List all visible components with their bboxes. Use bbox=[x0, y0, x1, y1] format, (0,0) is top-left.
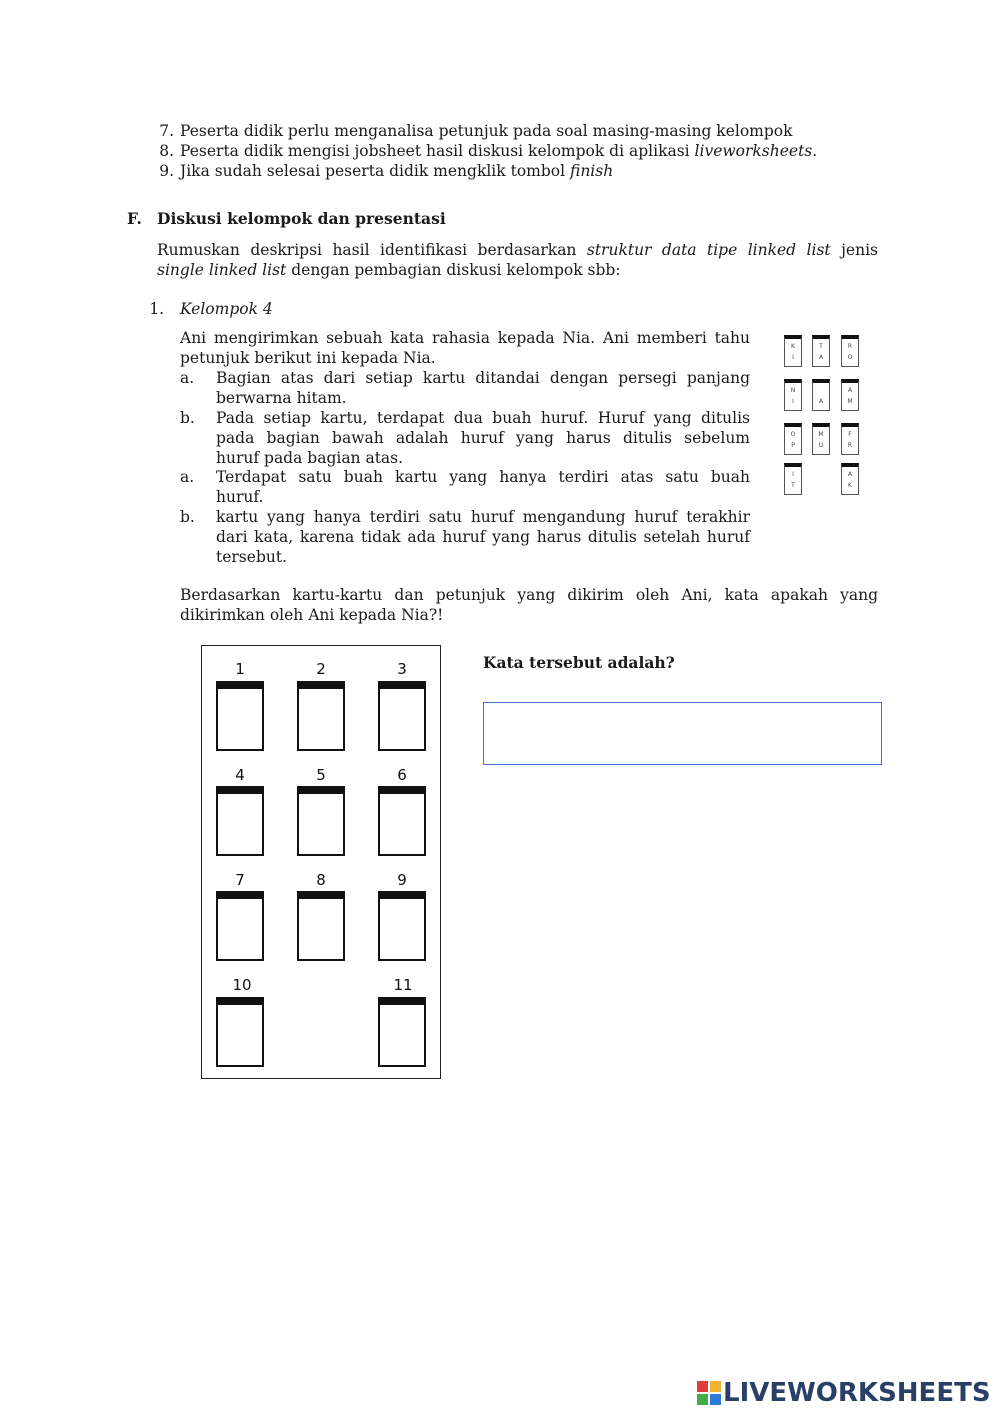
answer-label: Kata tersebut adalah? bbox=[483, 653, 675, 672]
hint-label: a. bbox=[180, 369, 195, 387]
answer-card bbox=[216, 997, 264, 1067]
answer-card bbox=[378, 997, 426, 1067]
card-number: 4 bbox=[235, 766, 245, 784]
reference-card: A K bbox=[841, 463, 859, 495]
answer-card bbox=[216, 681, 264, 751]
question-text: Berdasarkan kartu-kartu dan petunjuk yang dikirim oleh Ani, kata apakah yang bbox=[180, 586, 878, 604]
section-intro-line: single linked list dengan pembagian diskusi kelompok sbb: bbox=[157, 261, 621, 279]
hint-text: Terdapat satu buah kartu yang hanya terdiri atas satu buah bbox=[216, 468, 750, 486]
answer-card bbox=[378, 891, 426, 961]
hint-text: Bagian atas dari setiap kartu ditandai dengan persegi panjang bbox=[216, 369, 750, 387]
hint-text: berwarna hitam. bbox=[216, 389, 347, 407]
reference-card: K I bbox=[784, 335, 802, 367]
hint-text: kartu yang hanya terdiri satu huruf mengandung huruf terakhir bbox=[216, 508, 750, 526]
answer-card bbox=[216, 786, 264, 856]
section-intro-line: Rumuskan deskripsi hasil identifikasi berdasarkan struktur data tipe linked list jenis bbox=[157, 241, 878, 259]
reference-card: M U bbox=[812, 423, 830, 455]
reference-card: F R bbox=[841, 423, 859, 455]
group-number: 1. bbox=[149, 300, 164, 318]
hint-text: Pada setiap kartu, terdapat dua buah huruf. Huruf yang ditulis bbox=[216, 409, 750, 427]
card-number: 5 bbox=[316, 766, 326, 784]
group-paragraph: petunjuk berikut ini kepada Nia. bbox=[180, 349, 436, 367]
answer-card bbox=[378, 786, 426, 856]
step-text: Peserta didik mengisi jobsheet hasil diskusi kelompok di aplikasi liveworksheets. bbox=[180, 142, 818, 160]
step-number: 8. bbox=[159, 142, 174, 160]
section-title: Diskusi kelompok dan presentasi bbox=[157, 209, 446, 228]
answer-card bbox=[297, 681, 345, 751]
hint-text: dari kata, karena tidak ada huruf yang harus ditulis setelah huruf bbox=[216, 528, 750, 546]
card-number: 2 bbox=[316, 660, 326, 678]
reference-card: A M bbox=[841, 379, 859, 411]
hint-text: huruf pada bagian atas. bbox=[216, 449, 404, 467]
hint-label: b. bbox=[180, 508, 195, 526]
answer-card bbox=[297, 891, 345, 961]
reference-card: I T bbox=[784, 463, 802, 495]
card-number: 8 bbox=[316, 871, 326, 889]
group-name: Kelompok 4 bbox=[180, 300, 273, 318]
card-number: 3 bbox=[397, 660, 407, 678]
hint-label: a. bbox=[180, 468, 195, 486]
hint-label: b. bbox=[180, 409, 195, 427]
reference-card: A bbox=[812, 379, 830, 411]
step-text: Jika sudah selesai peserta didik mengklik tombol finish bbox=[180, 162, 614, 180]
step-number: 7. bbox=[159, 122, 174, 140]
answer-card bbox=[297, 786, 345, 856]
card-number: 9 bbox=[397, 871, 407, 889]
step-text: Peserta didik perlu menganalisa petunjuk pada soal masing-masing kelompok bbox=[180, 122, 793, 140]
liveworksheets-brand bbox=[697, 1376, 991, 1410]
reference-card: R O bbox=[841, 335, 859, 367]
section-letter: F. bbox=[127, 209, 142, 228]
step-number: 9. bbox=[159, 162, 174, 180]
hint-text: huruf. bbox=[216, 488, 264, 506]
reference-card: O P bbox=[784, 423, 802, 455]
answer-input[interactable] bbox=[483, 702, 882, 765]
answer-card bbox=[216, 891, 264, 961]
answer-card bbox=[378, 681, 426, 751]
card-number: 10 bbox=[232, 976, 252, 994]
card-number: 7 bbox=[235, 871, 245, 889]
hint-text: tersebut. bbox=[216, 548, 287, 566]
hint-text: pada bagian bawah adalah huruf yang harus ditulis sebelum bbox=[216, 429, 750, 447]
card-number: 1 bbox=[235, 660, 245, 678]
question-text: dikirimkan oleh Ani kepada Nia?! bbox=[180, 606, 444, 624]
liveworksheets-logo-icon bbox=[697, 1381, 721, 1405]
reference-card: N I bbox=[784, 379, 802, 411]
reference-card: T A bbox=[812, 335, 830, 367]
card-number: 6 bbox=[397, 766, 407, 784]
card-number: 11 bbox=[393, 976, 413, 994]
group-paragraph: Ani mengirimkan sebuah kata rahasia kepada Nia. Ani memberi tahu bbox=[180, 329, 750, 347]
brand-text: LIVEWORKSHEETS bbox=[723, 1378, 991, 1408]
